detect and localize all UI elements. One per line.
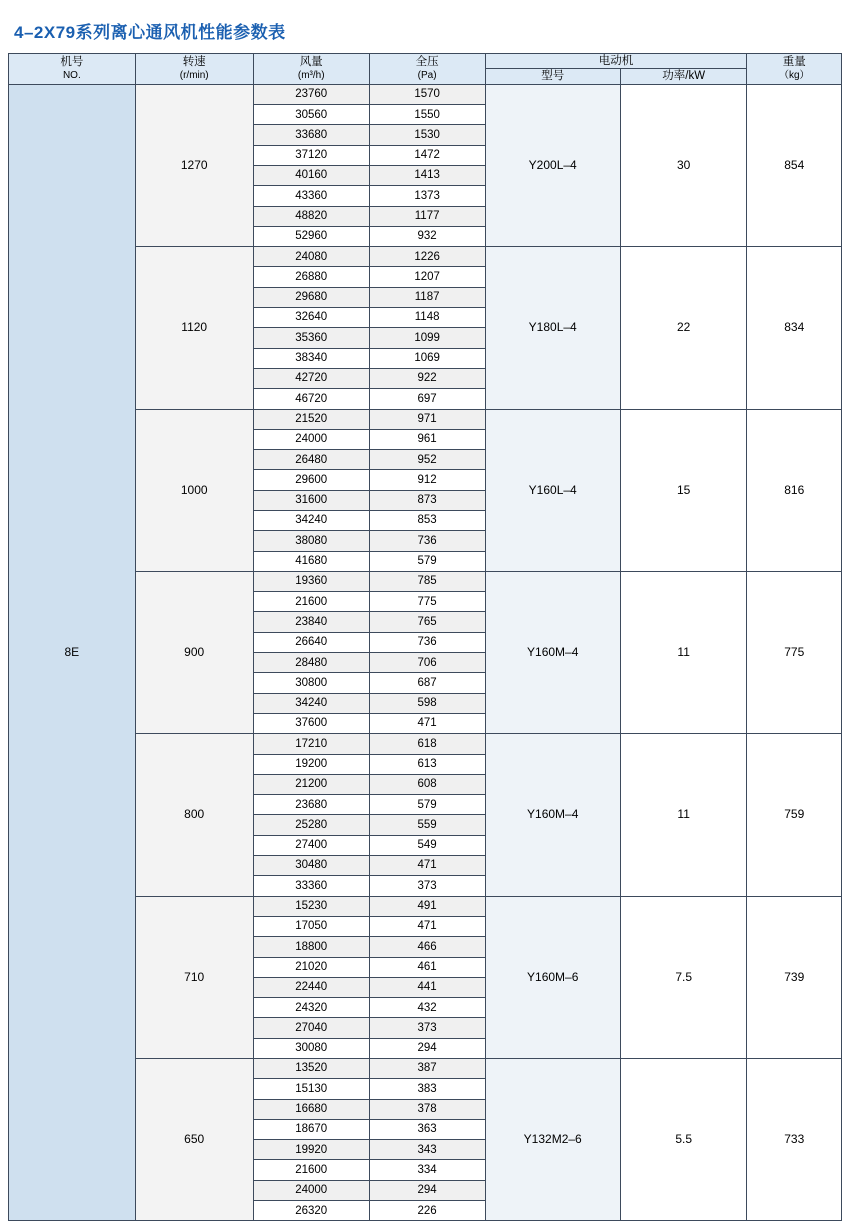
cell-flow: 18670 bbox=[253, 1119, 369, 1139]
header-weight-unit: （kg） bbox=[778, 70, 810, 82]
cell-pressure: 932 bbox=[369, 226, 485, 246]
cell-pressure: 471 bbox=[369, 713, 485, 733]
cell-flow: 19920 bbox=[253, 1140, 369, 1160]
cell-flow: 24320 bbox=[253, 998, 369, 1018]
cell-weight: 834 bbox=[747, 247, 842, 409]
cell-pressure: 387 bbox=[369, 1059, 485, 1079]
cell-flow: 17050 bbox=[253, 916, 369, 936]
cell-flow: 18800 bbox=[253, 937, 369, 957]
cell-flow: 38080 bbox=[253, 531, 369, 551]
cell-pressure: 687 bbox=[369, 673, 485, 693]
cell-flow: 40160 bbox=[253, 165, 369, 185]
cell-flow: 23760 bbox=[253, 84, 369, 104]
cell-pressure: 1472 bbox=[369, 145, 485, 165]
cell-flow: 29680 bbox=[253, 287, 369, 307]
cell-pressure: 1187 bbox=[369, 287, 485, 307]
cell-pressure: 432 bbox=[369, 998, 485, 1018]
cell-flow: 26320 bbox=[253, 1201, 369, 1221]
header-speed-label: 转速 bbox=[182, 55, 206, 68]
cell-motor-power: 22 bbox=[620, 247, 747, 409]
cell-motor-type: Y160M–6 bbox=[485, 896, 620, 1058]
header-model-no-label: 机号 bbox=[60, 55, 84, 68]
cell-motor-type: Y160L–4 bbox=[485, 409, 620, 571]
cell-flow: 33680 bbox=[253, 125, 369, 145]
cell-speed: 800 bbox=[135, 734, 253, 896]
cell-pressure: 1550 bbox=[369, 105, 485, 125]
cell-flow: 37600 bbox=[253, 713, 369, 733]
cell-flow: 24080 bbox=[253, 247, 369, 267]
cell-pressure: 1530 bbox=[369, 125, 485, 145]
cell-pressure: 785 bbox=[369, 571, 485, 591]
cell-motor-type: Y160M–4 bbox=[485, 734, 620, 896]
cell-pressure: 971 bbox=[369, 409, 485, 429]
cell-pressure: 765 bbox=[369, 612, 485, 632]
cell-flow: 15130 bbox=[253, 1079, 369, 1099]
cell-pressure: 294 bbox=[369, 1038, 485, 1058]
cell-pressure: 471 bbox=[369, 916, 485, 936]
header-flow bbox=[253, 54, 369, 85]
cell-flow: 21200 bbox=[253, 774, 369, 794]
header-pressure bbox=[369, 54, 485, 85]
cell-pressure: 343 bbox=[369, 1140, 485, 1160]
cell-pressure: 697 bbox=[369, 389, 485, 409]
cell-motor-type: Y180L–4 bbox=[485, 247, 620, 409]
cell-pressure: 775 bbox=[369, 592, 485, 612]
cell-flow: 22440 bbox=[253, 977, 369, 997]
cell-pressure: 706 bbox=[369, 653, 485, 673]
cell-pressure: 441 bbox=[369, 977, 485, 997]
header-flow-unit: (m³/h) bbox=[297, 70, 325, 82]
cell-flow: 24000 bbox=[253, 429, 369, 449]
cell-motor-power: 11 bbox=[620, 571, 747, 733]
cell-flow: 13520 bbox=[253, 1059, 369, 1079]
cell-pressure: 373 bbox=[369, 1018, 485, 1038]
cell-flow: 24000 bbox=[253, 1180, 369, 1200]
cell-pressure: 952 bbox=[369, 450, 485, 470]
cell-weight: 733 bbox=[747, 1059, 842, 1221]
cell-pressure: 608 bbox=[369, 774, 485, 794]
cell-pressure: 466 bbox=[369, 937, 485, 957]
cell-flow: 30080 bbox=[253, 1038, 369, 1058]
cell-pressure: 383 bbox=[369, 1079, 485, 1099]
cell-flow: 33360 bbox=[253, 876, 369, 896]
cell-flow: 28480 bbox=[253, 653, 369, 673]
header-motor-power: 功率/kW bbox=[620, 69, 747, 84]
cell-flow: 34240 bbox=[253, 510, 369, 530]
cell-flow: 21600 bbox=[253, 592, 369, 612]
cell-pressure: 1373 bbox=[369, 186, 485, 206]
cell-flow: 43360 bbox=[253, 186, 369, 206]
cell-flow: 27400 bbox=[253, 835, 369, 855]
cell-speed: 900 bbox=[135, 571, 253, 733]
cell-flow: 30480 bbox=[253, 856, 369, 876]
cell-speed: 1270 bbox=[135, 84, 253, 246]
header-weight bbox=[747, 54, 842, 85]
cell-flow: 16680 bbox=[253, 1099, 369, 1119]
cell-pressure: 1069 bbox=[369, 348, 485, 368]
header-motor-type: 型号 bbox=[485, 69, 620, 84]
cell-pressure: 579 bbox=[369, 551, 485, 571]
cell-pressure: 961 bbox=[369, 429, 485, 449]
cell-pressure: 613 bbox=[369, 754, 485, 774]
cell-flow: 41680 bbox=[253, 551, 369, 571]
cell-flow: 26640 bbox=[253, 632, 369, 652]
cell-motor-type: Y200L–4 bbox=[485, 84, 620, 246]
page-title: 4–2X79系列离心通风机性能参数表 bbox=[14, 23, 286, 42]
table-header bbox=[9, 54, 842, 85]
cell-flow: 15230 bbox=[253, 896, 369, 916]
cell-pressure: 549 bbox=[369, 835, 485, 855]
cell-motor-power: 7.5 bbox=[620, 896, 747, 1058]
cell-pressure: 736 bbox=[369, 531, 485, 551]
cell-motor-power: 11 bbox=[620, 734, 747, 896]
cell-motor-power: 30 bbox=[620, 84, 747, 246]
cell-motor-type: Y160M–4 bbox=[485, 571, 620, 733]
cell-pressure: 1177 bbox=[369, 206, 485, 226]
cell-pressure: 736 bbox=[369, 632, 485, 652]
cell-flow: 48820 bbox=[253, 206, 369, 226]
header-motor-group: 电动机 bbox=[485, 54, 747, 69]
cell-pressure: 1207 bbox=[369, 267, 485, 287]
cell-pressure: 1226 bbox=[369, 247, 485, 267]
cell-pressure: 1570 bbox=[369, 84, 485, 104]
cell-flow: 37120 bbox=[253, 145, 369, 165]
cell-pressure: 226 bbox=[369, 1201, 485, 1221]
cell-pressure: 1148 bbox=[369, 308, 485, 328]
header-speed bbox=[135, 54, 253, 85]
header-pressure-label: 全压 bbox=[415, 55, 439, 68]
cell-flow: 23680 bbox=[253, 795, 369, 815]
cell-motor-power: 15 bbox=[620, 409, 747, 571]
cell-pressure: 618 bbox=[369, 734, 485, 754]
cell-flow: 46720 bbox=[253, 389, 369, 409]
cell-pressure: 598 bbox=[369, 693, 485, 713]
cell-pressure: 373 bbox=[369, 876, 485, 896]
cell-speed: 650 bbox=[135, 1059, 253, 1221]
cell-flow: 35360 bbox=[253, 328, 369, 348]
cell-speed: 710 bbox=[135, 896, 253, 1058]
header-model-no bbox=[9, 54, 136, 85]
cell-speed: 1000 bbox=[135, 409, 253, 571]
cell-flow: 17210 bbox=[253, 734, 369, 754]
header-flow-label: 风量 bbox=[299, 55, 323, 68]
header-pressure-unit: (Pa) bbox=[417, 70, 437, 82]
cell-motor-power: 5.5 bbox=[620, 1059, 747, 1221]
cell-weight: 759 bbox=[747, 734, 842, 896]
cell-flow: 21520 bbox=[253, 409, 369, 429]
cell-pressure: 1099 bbox=[369, 328, 485, 348]
cell-flow: 21020 bbox=[253, 957, 369, 977]
cell-weight: 775 bbox=[747, 571, 842, 733]
table-body bbox=[9, 84, 842, 1221]
cell-flow: 32640 bbox=[253, 308, 369, 328]
cell-flow: 21600 bbox=[253, 1160, 369, 1180]
table-row bbox=[9, 84, 842, 104]
cell-speed: 1120 bbox=[135, 247, 253, 409]
cell-pressure: 334 bbox=[369, 1160, 485, 1180]
cell-flow: 30800 bbox=[253, 673, 369, 693]
cell-pressure: 853 bbox=[369, 510, 485, 530]
cell-flow: 19360 bbox=[253, 571, 369, 591]
cell-flow: 34240 bbox=[253, 693, 369, 713]
performance-table bbox=[8, 53, 842, 1221]
cell-flow: 19200 bbox=[253, 754, 369, 774]
cell-pressure: 912 bbox=[369, 470, 485, 490]
cell-flow: 52960 bbox=[253, 226, 369, 246]
cell-flow: 25280 bbox=[253, 815, 369, 835]
cell-weight: 854 bbox=[747, 84, 842, 246]
cell-pressure: 491 bbox=[369, 896, 485, 916]
cell-pressure: 559 bbox=[369, 815, 485, 835]
cell-pressure: 461 bbox=[369, 957, 485, 977]
cell-flow: 29600 bbox=[253, 470, 369, 490]
cell-pressure: 1413 bbox=[369, 165, 485, 185]
cell-pressure: 471 bbox=[369, 856, 485, 876]
cell-motor-type: Y132M2–6 bbox=[485, 1059, 620, 1221]
cell-pressure: 922 bbox=[369, 368, 485, 388]
cell-flow: 26480 bbox=[253, 450, 369, 470]
cell-flow: 42720 bbox=[253, 368, 369, 388]
cell-flow: 26880 bbox=[253, 267, 369, 287]
cell-weight: 816 bbox=[747, 409, 842, 571]
header-weight-label: 重量 bbox=[782, 55, 806, 68]
cell-pressure: 579 bbox=[369, 795, 485, 815]
cell-flow: 31600 bbox=[253, 490, 369, 510]
cell-pressure: 294 bbox=[369, 1180, 485, 1200]
cell-model-no: 8E bbox=[9, 84, 136, 1221]
header-model-no-sub: NO. bbox=[62, 70, 81, 82]
cell-pressure: 873 bbox=[369, 490, 485, 510]
cell-weight: 739 bbox=[747, 896, 842, 1058]
cell-pressure: 363 bbox=[369, 1119, 485, 1139]
header-speed-unit: (r/min) bbox=[179, 70, 209, 82]
cell-flow: 27040 bbox=[253, 1018, 369, 1038]
cell-flow: 30560 bbox=[253, 105, 369, 125]
cell-pressure: 378 bbox=[369, 1099, 485, 1119]
cell-flow: 23840 bbox=[253, 612, 369, 632]
cell-flow: 38340 bbox=[253, 348, 369, 368]
